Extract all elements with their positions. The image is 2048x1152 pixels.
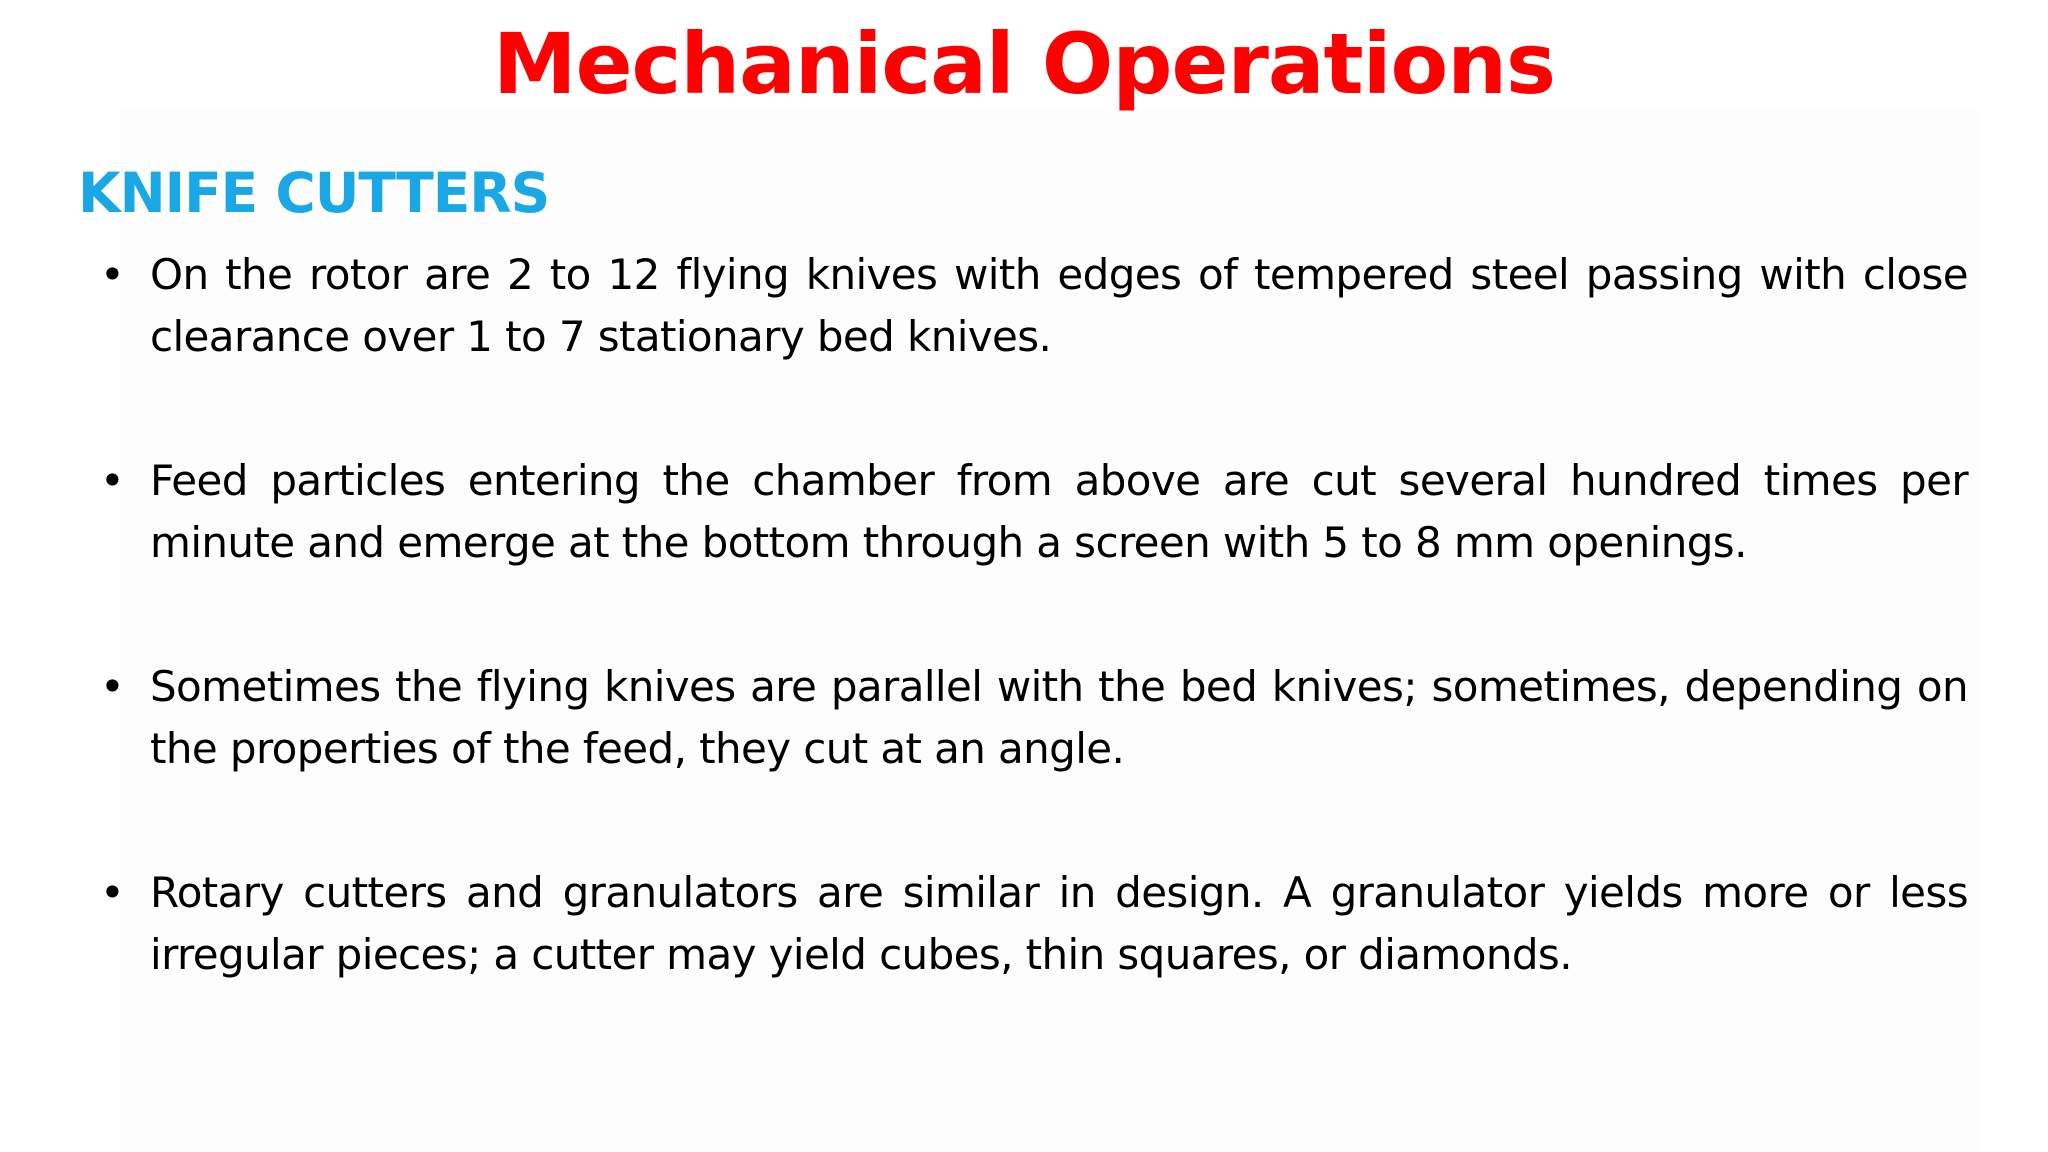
bullet-item — [92, 656, 1968, 780]
bullet-icon: • — [100, 868, 125, 917]
bullet-item — [92, 450, 1968, 574]
bullet-item — [92, 244, 1968, 368]
bullet-icon: • — [100, 250, 125, 299]
bullet-icon: • — [100, 662, 125, 711]
bullet-text: Feed particles entering the chamber from above are cut several hundred times per minute and emerge at the bottom through a screen with 5 to 8 mm openings. — [150, 456, 1968, 567]
bullet-item — [92, 862, 1968, 986]
bullet-list — [92, 244, 1968, 1068]
slide-title: Mechanical Operations — [492, 15, 1556, 113]
section-heading: KNIFE CUTTERS — [78, 161, 550, 225]
bullet-icon: • — [100, 456, 125, 505]
bullet-text: Sometimes the flying knives are parallel with the bed knives; sometimes, depending on the properties of the feed, they cut at an angle. — [150, 662, 1968, 773]
bullet-text: On the rotor are 2 to 12 flying knives with edges of tempered steel passing with close clearance over 1 to 7 stationary bed knives. — [150, 250, 1968, 361]
bullet-text: Rotary cutters and granulators are similar in design. A granulator yields more or less irregular pieces; a cutter may yield cubes, thin squares, or diamonds. — [150, 868, 1968, 979]
